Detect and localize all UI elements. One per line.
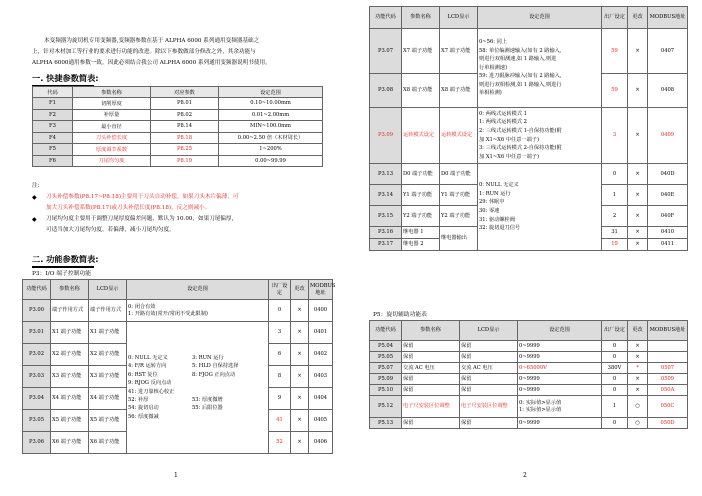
range-line: 0: 实际值>显示值	[519, 399, 562, 406]
range-line: 58: 单位编测速输入(如有 2 路输入,	[479, 47, 562, 54]
cell-range: 0~9999	[518, 385, 602, 396]
cell	[219, 109, 323, 121]
cell-factory: 8	[269, 366, 291, 388]
range-line: 1: 实际值>显示值	[519, 406, 562, 413]
table-row	[370, 374, 688, 385]
p3-table	[22, 279, 336, 454]
cell-addr: 0407	[648, 29, 688, 74]
cell-addr: 0410	[648, 227, 688, 239]
cell: P8.14	[151, 121, 219, 133]
header-name: 参数名称	[402, 7, 440, 29]
range-item: 53: 厚度微增	[192, 396, 223, 403]
table-row	[23, 322, 333, 344]
cell-change: ×	[628, 185, 648, 206]
cell-factory: 0	[602, 374, 628, 385]
cell-factory: 59	[602, 29, 628, 74]
cell: F1	[33, 98, 73, 110]
header-addr: MODBUS地址	[309, 280, 333, 300]
cell-lcd: 电子尺安装区位调整	[460, 396, 518, 418]
cell: P8.18	[151, 132, 219, 144]
intro-line-1: 本变频器为旋切机专用变频器,变频器参数在基于 ALPHA 6000 系列通用变频器基础之	[44, 38, 260, 44]
intro-line-2: 上，针对木材加工等行业的要求进行功能的改进。除以下参数做部分修改之外，其余功能与	[32, 49, 256, 55]
table-row	[33, 144, 323, 156]
cell-code: P3.01	[23, 322, 51, 344]
header-addr: MODBUS地址	[648, 321, 688, 341]
cell-name: Y1 端子功能	[402, 185, 440, 206]
range-line	[128, 371, 267, 379]
range-line	[128, 362, 267, 370]
cell-range: 0~9999	[518, 352, 602, 363]
header-param: 对应参数	[151, 87, 219, 98]
cell-factory: 6	[269, 344, 291, 366]
range-line: 3: 三线式运转模式 2-自保持功能(附	[479, 145, 562, 152]
cell-change: ×	[628, 352, 648, 363]
cell: F4	[33, 132, 73, 144]
note-label: 注:	[32, 183, 40, 189]
cell-name: X8 端子功能	[402, 74, 440, 108]
cell: P8.01	[151, 98, 219, 110]
range-line: 行单相测速)	[479, 64, 507, 71]
header-range: 设定范围	[127, 280, 269, 300]
cell-range: 0~9999	[518, 341, 602, 352]
cell-change: ×	[291, 388, 309, 410]
cell-addr: 0406	[309, 432, 333, 454]
cell-code: P3.04	[23, 388, 51, 410]
header-code: 代码	[33, 87, 73, 98]
header-lcd: LCD显示	[460, 321, 518, 341]
header-code: 功能代码	[370, 321, 402, 341]
header-factory: 出厂设定	[269, 280, 291, 300]
cell-change: ×	[628, 374, 648, 385]
cell-addr	[648, 352, 688, 363]
cell: P8.25	[151, 144, 219, 156]
header-change: 更改	[628, 7, 648, 29]
range-line: 加 X1~X6 中任意一端子)	[479, 136, 539, 143]
cell-addr: 050D	[648, 418, 688, 429]
cell-addr: 0405	[309, 410, 333, 432]
cell-name: 保留	[402, 374, 460, 385]
cell-addr: 0400	[309, 300, 333, 322]
cell-name: Y2 端子功能	[402, 206, 440, 227]
range-line: 32: 旋切退刀信号	[479, 225, 521, 232]
cell-change: ×	[628, 239, 648, 251]
cell-addr: 050A	[648, 385, 688, 396]
cell-name: 端子作用方式	[51, 300, 89, 322]
header-factory: 出厂设定	[602, 7, 628, 29]
cell-addr: 0402	[309, 344, 333, 366]
cell-factory: 41	[269, 410, 291, 432]
cell: F3	[33, 121, 73, 133]
cell-range	[478, 29, 602, 108]
range-line: 1: 两线式运转模式 2	[479, 119, 527, 126]
cell-change: ×	[291, 410, 309, 432]
cell-name: 交流 AC 电压	[402, 363, 460, 374]
range-line: 单相检测)	[479, 90, 502, 97]
table-row	[370, 385, 688, 396]
cell-name: X2 端子功能	[51, 344, 89, 366]
cell-lcd: X7 端子功能	[440, 29, 478, 74]
cell-code: P3.05	[23, 410, 51, 432]
range-line: 则进行双相测速,如 1 路输入,则进	[479, 56, 557, 63]
header-change: 更改	[628, 321, 648, 341]
cell-code: P3.15	[370, 206, 402, 227]
cell-addr: 0404	[309, 388, 333, 410]
note-item-1	[32, 192, 332, 214]
diamond-bullet-icon: ◆	[32, 216, 37, 223]
cell-factory: 0	[602, 352, 628, 363]
range-line	[128, 396, 267, 404]
cell-change: ○	[628, 396, 648, 418]
p3-title: P3：I/O 端子控制功能	[32, 271, 92, 277]
cell-addr: 0409	[648, 108, 688, 164]
cell-code: P3.07	[370, 29, 402, 74]
p5-table	[369, 320, 688, 429]
cell-lcd: 运转模式设定	[440, 108, 478, 164]
header-name: 参数名称	[73, 87, 151, 98]
cell-change: ×	[628, 29, 648, 74]
cell-lcd: X5 端子功能	[89, 410, 127, 432]
range-item: 5: HLD 自保持选择	[192, 363, 239, 370]
cell-factory: 3	[269, 322, 291, 344]
cell: F6	[33, 155, 73, 167]
cell-addr: 040D	[648, 164, 688, 185]
note-line: 刀尾均匀度主要用于调整刀尾厚度偏差问题，默认为 10.00，如果刀尾偏厚，	[46, 216, 238, 222]
cell-range-out	[478, 164, 602, 251]
cell-code: P5.13	[370, 418, 402, 429]
cell-change: ×	[291, 344, 309, 366]
cell-factory: 0	[602, 385, 628, 396]
cell-name: X3 端子功能	[51, 366, 89, 388]
cell-addr: 0408	[648, 74, 688, 108]
cell-text: 0.01~2.00mm	[251, 111, 290, 118]
range-line: 41: 进刀靠核心校正	[128, 388, 175, 395]
range-item: 6: RST 复位	[128, 371, 158, 378]
header-range: 设定范围	[518, 321, 602, 341]
table-header-row	[370, 7, 688, 29]
table-row	[370, 108, 688, 164]
cell-change: ×	[291, 322, 309, 344]
table-row	[33, 98, 323, 110]
table-header-row	[23, 280, 333, 300]
cell-code: P3.17	[370, 239, 402, 251]
cell-code: P5.09	[370, 374, 402, 385]
note-line: 加大刀头补偿系数(P8.17)或刀头补偿长度(P8.18)，反之则减小。	[46, 205, 211, 211]
header-change: 更改	[291, 280, 309, 300]
cell-lcd: X6 端子功能	[89, 432, 127, 454]
cell-code: P3.09	[370, 108, 402, 164]
cell-name: X4 端子功能	[51, 388, 89, 410]
cell-change: ×	[628, 341, 648, 352]
cell-lcd: X8 端子功能	[440, 74, 478, 108]
cell-factory: 0	[602, 164, 628, 185]
table-row	[370, 363, 688, 374]
cell-code: P3.16	[370, 227, 402, 239]
cell: P8.19	[151, 155, 219, 167]
cell: F5	[33, 144, 73, 156]
range-item: 52: 补厚	[128, 396, 149, 403]
range-line: 0: 闭合有效	[128, 303, 156, 310]
range-line: 则进行双相检测,如 1 路输入,则进行	[479, 81, 562, 88]
cell-factory: 1	[602, 396, 628, 418]
cell-change: ×	[628, 164, 648, 185]
cell-code: P5.10	[370, 385, 402, 396]
range-line: 1: RUN 运行	[479, 190, 511, 197]
quick-heading	[32, 73, 99, 87]
cell-name: X6 端子功能	[51, 432, 89, 454]
cell-factory: 19	[602, 239, 628, 251]
note-item-2	[32, 214, 332, 236]
range-line	[128, 354, 267, 362]
cell: 刀头补偿长度	[73, 132, 151, 144]
table-row	[33, 132, 323, 144]
range-line: 56: 厚度微减	[128, 413, 159, 420]
range-line: 59: 进刀辊脉冲输入(如有 2 路输入,	[479, 73, 562, 80]
cell-range: 0~65000V	[518, 363, 602, 374]
cell-lcd: 保留	[460, 385, 518, 396]
cell-range	[478, 108, 602, 164]
intro-line-3: ALPHA 6000通用参数一致。因此必须结合我公司 ALPHA 6000 系列通用变频器说明书使用。	[32, 60, 271, 66]
cell-change: ×	[291, 300, 309, 322]
range-item: 0: NULL 无定义	[128, 354, 168, 361]
cell-name: 保留	[402, 418, 460, 429]
table-row	[33, 155, 323, 167]
cell-change: ×	[628, 74, 648, 108]
cell-factory: 59	[602, 74, 628, 108]
cell-name: 保留	[402, 385, 460, 396]
table-row	[370, 29, 688, 74]
cell-lcd: Y1 端子功能	[440, 185, 478, 206]
cell-code: P3.02	[23, 344, 51, 366]
cell-name: X5 端子功能	[51, 410, 89, 432]
cell-change: ×	[628, 227, 648, 239]
header-lcd: LCD显示	[440, 7, 478, 29]
cell-name: D0 端子功能	[402, 164, 440, 185]
cell-name: 继电器 1	[402, 227, 440, 239]
table-row	[370, 341, 688, 352]
table-row	[370, 418, 688, 429]
note-line: 可适当加大刀尾均匀度，若偏薄，减小刀尾均匀度。	[46, 227, 175, 233]
table-row	[370, 164, 688, 185]
cell-lcd: X3 端子功能	[89, 366, 127, 388]
cell-change: ×	[628, 206, 648, 227]
right-page	[351, 0, 702, 496]
range-line: 1: 开路有效(常开/常闭不受此限制)	[128, 310, 208, 317]
cell-factory: 0	[602, 341, 628, 352]
cell-name: 电子尺安装区位调整	[402, 396, 460, 418]
header-code: 功能代码	[370, 7, 402, 29]
cell-addr: 0411	[648, 239, 688, 251]
cell: 最小直径	[73, 121, 151, 133]
cell-lcd: X2 端子功能	[89, 344, 127, 366]
cell: 1~200%	[219, 144, 323, 156]
cell-code: P5.05	[370, 352, 402, 363]
cell-addr: 0401	[309, 322, 333, 344]
intro-paragraph	[32, 36, 332, 69]
table-row	[33, 109, 323, 121]
range-line: 31: 驱动螺栓阀	[479, 216, 515, 223]
cell-addr	[648, 341, 688, 352]
func-heading-text: 二. 功能参数简表:	[32, 254, 99, 264]
cell-name: X1 端子功能	[51, 322, 89, 344]
cell-factory: 9	[269, 388, 291, 410]
cell-lcd: 保留	[460, 352, 518, 363]
cell-addr: 0507	[648, 363, 688, 374]
cell-code: P3.14	[370, 185, 402, 206]
cell-factory: 52	[269, 432, 291, 454]
cell-range: 0~9999	[518, 374, 602, 385]
cell-change: ×	[628, 385, 648, 396]
cell-name: X7 端子功能	[402, 29, 440, 74]
cell-factory: 2	[602, 206, 628, 227]
cell-change: ○	[628, 418, 648, 429]
cell: 补厚量	[73, 109, 151, 121]
table-row	[370, 396, 688, 418]
cell-range	[127, 300, 269, 322]
header-addr: MODBUS地址	[648, 7, 688, 29]
diamond-bullet-icon: ◆	[32, 194, 37, 201]
cell-addr: 050C	[648, 396, 688, 418]
cell-range: 0~9999	[518, 418, 602, 429]
page-number: 1	[174, 472, 178, 479]
range-line: 2: 三线式运转模式 1-自保持功能(附	[479, 127, 562, 134]
range-line	[128, 404, 267, 412]
range-line: 0: 两线式运转模式 1	[479, 110, 527, 117]
cell-range-x	[127, 322, 269, 454]
header-factory: 出厂设定	[602, 321, 628, 341]
page-number: 2	[523, 472, 527, 479]
cell-lcd: X4 端子功能	[89, 388, 127, 410]
cell-change: ×	[291, 366, 309, 388]
cell-factory: 0	[602, 418, 628, 429]
range-line: 0: NULL 无定义	[479, 182, 519, 189]
range-item: 3: RUN 运行	[192, 354, 224, 361]
range-line: 9: RJOG 反向点动	[128, 380, 172, 387]
header-range: 设定范围	[478, 7, 602, 29]
cell: 刀尾均匀度	[73, 155, 151, 167]
cell: F2	[33, 109, 73, 121]
cell-change: ×	[628, 108, 648, 164]
cell-code: P5.04	[370, 341, 402, 352]
cell: 0.10~10.00mm	[219, 98, 323, 110]
table-row	[33, 121, 323, 133]
table-header-row	[33, 87, 323, 98]
cell-change: *	[628, 363, 648, 374]
cell-factory: 3	[602, 108, 628, 164]
cell-code: P3.08	[370, 74, 402, 108]
cell: P8.02	[151, 109, 219, 121]
cell-code: P3.00	[23, 300, 51, 322]
range-item: 4: F/R 运转方向	[128, 363, 167, 370]
cell-factory: 1	[602, 185, 628, 206]
header-name: 参数名称	[402, 321, 460, 341]
cell-range	[518, 396, 602, 418]
range-line: 29: 休眠中	[479, 199, 505, 206]
cell-addr: 0509	[648, 374, 688, 385]
header-code: 功能代码	[23, 280, 51, 300]
header-range: 设定范围	[219, 87, 323, 98]
range-line: 0~56: 同上	[479, 38, 508, 45]
cell-name: 保留	[402, 341, 460, 352]
p3-table-continued	[369, 6, 688, 251]
p5-title: P5：旋切辅助功能表	[373, 312, 427, 318]
cell-factory: 0	[269, 300, 291, 322]
cell-addr: 0403	[309, 366, 333, 388]
func-heading	[32, 254, 99, 268]
note-line: 刀头补偿参数(P8.17~P8.18)主要用于刀头自动补偿，如果刀头木片偏薄，可	[46, 194, 239, 200]
cell: 切削厚度	[73, 98, 151, 110]
cell-code: P5.12	[370, 396, 402, 418]
range-line: 30: 零速	[479, 208, 500, 214]
cell-lcd: 继电器输出	[440, 227, 478, 251]
cell-addr: 040E	[648, 185, 688, 206]
cell: MIN~100.0mm	[219, 121, 323, 133]
cell-lcd: D0 端子功能	[440, 164, 478, 185]
table-header-row	[370, 321, 688, 341]
table-row	[23, 300, 333, 322]
cell: 0.00~99.99	[219, 155, 323, 167]
cell-code: P3.13	[370, 164, 402, 185]
header-lcd: LCD显示	[89, 280, 127, 300]
cell-name: 继电器 2	[402, 239, 440, 251]
range-item: 55: 后限位器	[192, 405, 223, 412]
quick-heading-text: 一. 快捷参数简表:	[32, 73, 99, 83]
cell-lcd: X1 端子功能	[89, 322, 127, 344]
cell: 0.00~2.50 倍（木材周长）	[219, 132, 323, 144]
cell-factory: 380V	[602, 363, 628, 374]
range-line: 加 X1~X6 中任意一端子)	[479, 153, 539, 160]
table-row	[370, 352, 688, 363]
cell-code: P3.06	[23, 432, 51, 454]
cell-lcd: 端子作用方式	[89, 300, 127, 322]
cell-name: 运转模式设定	[402, 108, 440, 164]
cell-lcd: 保留	[460, 374, 518, 385]
notes	[32, 181, 332, 236]
range-item: 8: FJOG 正向点动	[192, 371, 236, 378]
cell-addr: 040F	[648, 206, 688, 227]
quick-param-table	[32, 86, 323, 167]
cell: 厚度调节系数	[73, 144, 151, 156]
cell-code: P3.03	[23, 366, 51, 388]
cell-lcd: Y2 端子功能	[440, 206, 478, 227]
cell-code: P5.07	[370, 363, 402, 374]
header-name: 参数名称	[51, 280, 89, 300]
cell-factory: 31	[602, 227, 628, 239]
cell-change: ×	[291, 432, 309, 454]
cell-name: 保留	[402, 352, 460, 363]
cell-lcd: 保留	[460, 418, 518, 429]
range-item: 54: 旋切启动	[128, 405, 159, 412]
cell-lcd: 保留	[460, 341, 518, 352]
cell-lcd: 交流 AC 电压	[460, 363, 518, 374]
